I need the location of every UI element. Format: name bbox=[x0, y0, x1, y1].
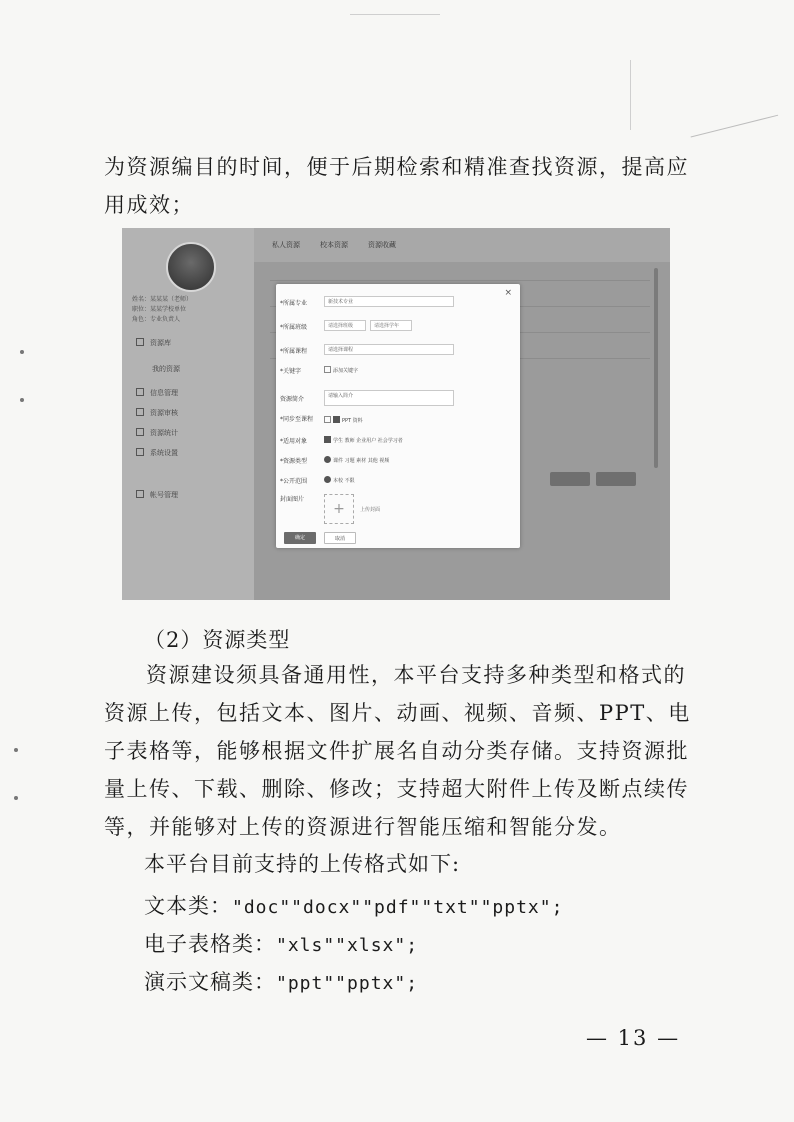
field-label-class: *所属班级 bbox=[280, 324, 308, 331]
sidebar-item-library[interactable] bbox=[136, 338, 171, 348]
formats-intro: 本平台目前支持的上传格式如下: bbox=[144, 852, 461, 876]
gear-icon bbox=[136, 448, 144, 456]
scan-dot bbox=[14, 748, 18, 752]
cancel-button[interactable]: 取消 bbox=[324, 532, 356, 544]
intro-paragraph: 为资源编目的时间，便于后期检索和精准查找资源，提高应用成效； bbox=[104, 155, 689, 217]
format-line-text bbox=[144, 890, 563, 920]
tab-favorites[interactable]: 资源收藏 bbox=[368, 241, 396, 249]
audience-options[interactable] bbox=[324, 436, 403, 444]
scrollbar[interactable] bbox=[654, 268, 658, 468]
radio-checked-icon bbox=[324, 476, 331, 483]
sidebar-item-settings[interactable] bbox=[136, 448, 178, 458]
year-select[interactable]: 请选择学年 bbox=[370, 320, 412, 331]
confirm-button[interactable]: 确定 bbox=[284, 532, 316, 544]
sidebar-item-label: 资源统计 bbox=[150, 429, 178, 437]
format-line-spreadsheet bbox=[144, 928, 418, 958]
field-label-audience: *适用对象 bbox=[280, 438, 308, 445]
checkbox-checked-icon bbox=[333, 416, 340, 423]
field-label-course: *所属课程 bbox=[280, 348, 308, 355]
background-button bbox=[596, 472, 636, 486]
sidebar-item-accounts[interactable] bbox=[136, 490, 178, 500]
add-keyword-label: 添加关键字 bbox=[333, 368, 359, 374]
type-options[interactable] bbox=[324, 456, 389, 464]
folder-icon bbox=[136, 338, 144, 346]
scan-corner-mark bbox=[684, 88, 778, 138]
avatar bbox=[166, 242, 216, 292]
menu-icon bbox=[136, 388, 144, 396]
checkbox-icon bbox=[324, 416, 331, 423]
field-label-type: *资源类型 bbox=[280, 458, 308, 465]
cover-upload-button[interactable]: + bbox=[324, 494, 354, 524]
screenshot-sidebar bbox=[122, 228, 254, 600]
scan-dot bbox=[20, 350, 24, 354]
user-info-position: 职位：某某学校单位 bbox=[132, 306, 187, 313]
sidebar-item-label: 帐号管理 bbox=[150, 491, 178, 499]
sidebar-item-my-resources[interactable] bbox=[152, 364, 180, 374]
field-label-cover: 封面图片 bbox=[280, 496, 305, 503]
field-label-scope: *公开范围 bbox=[280, 478, 308, 485]
resource-type-paragraph: 资源建设须具备通用性，本平台支持多种类型和格式的资源上传，包括文本、图片、动画、视频、音频、PPT、电子表格等，能够根据文件扩展名自动分类存储。支持资源批量上传、下载、删除、修改；支持超大附件上传及断点续传等，并能够对上传的资源进行智能压缩和智能分发。 bbox=[104, 663, 691, 839]
radio-checked-icon bbox=[324, 456, 331, 463]
sidebar-item-info[interactable] bbox=[136, 388, 178, 398]
major-input[interactable]: 新技术专业 bbox=[324, 296, 454, 307]
format-line-presentation bbox=[144, 966, 418, 996]
screenshot-tabbar bbox=[254, 228, 670, 262]
format-label: 演示文稿类： bbox=[144, 970, 276, 994]
format-label: 文本类： bbox=[144, 894, 232, 918]
class-select[interactable]: 请选择班级 bbox=[324, 320, 366, 331]
scope-options-label: 本校 不限 bbox=[333, 478, 355, 484]
format-value: "doc""docx""pdf""txt""pptx"; bbox=[232, 897, 564, 918]
sync-options[interactable] bbox=[324, 416, 363, 424]
user-info-role: 角色：专业负责人 bbox=[132, 316, 181, 323]
format-value: "xls""xlsx"; bbox=[276, 935, 419, 956]
checkbox-checked-icon bbox=[324, 436, 331, 443]
background-button bbox=[550, 472, 590, 486]
embedded-screenshot bbox=[122, 228, 670, 600]
sidebar-item-review[interactable] bbox=[136, 408, 178, 418]
field-label-summary: 资源简介 bbox=[280, 396, 305, 403]
upload-dialog bbox=[276, 284, 520, 548]
section-heading: （2）资源类型 bbox=[144, 628, 291, 652]
sidebar-item-label: 我的资源 bbox=[152, 365, 180, 373]
checkbox-icon bbox=[324, 366, 331, 373]
format-value: "ppt""pptx"; bbox=[276, 973, 419, 994]
field-label-major: *所属专业 bbox=[280, 300, 308, 307]
user-info-name: 姓名：某某某（老师） bbox=[132, 296, 193, 303]
menu-icon bbox=[136, 428, 144, 436]
course-input[interactable]: 请选择课程 bbox=[324, 344, 454, 355]
page-number: — 13 — bbox=[586, 1026, 681, 1050]
field-label-sync: *同步至课程 bbox=[280, 416, 314, 423]
field-label-keyword: *关键字 bbox=[280, 368, 302, 375]
add-keyword-button[interactable] bbox=[324, 366, 358, 374]
scope-options[interactable] bbox=[324, 476, 355, 484]
close-icon[interactable]: × bbox=[504, 288, 512, 298]
sidebar-item-label: 资源审核 bbox=[150, 409, 178, 417]
sidebar-item-label: 系统设置 bbox=[150, 449, 178, 457]
scan-artifact-top bbox=[350, 14, 440, 15]
summary-input[interactable]: 请输入简介 bbox=[324, 390, 454, 406]
scan-dot bbox=[14, 796, 18, 800]
audience-options-label: 学生 教师 企业用户 社会学习者 bbox=[333, 438, 403, 444]
type-options-label: 课件 习题 素材 其他 视频 bbox=[333, 458, 390, 464]
sidebar-item-label: 资源库 bbox=[150, 339, 171, 347]
scan-artifact-right bbox=[630, 60, 631, 130]
sync-options-label: PPT 资料 bbox=[342, 418, 363, 424]
tab-private[interactable]: 私人资源 bbox=[272, 241, 300, 249]
sidebar-item-stats[interactable] bbox=[136, 428, 178, 438]
format-label: 电子表格类： bbox=[144, 932, 276, 956]
sidebar-item-label: 信息管理 bbox=[150, 389, 178, 397]
user-icon bbox=[136, 490, 144, 498]
upload-note: 上传封面 bbox=[360, 507, 381, 513]
table-row bbox=[270, 280, 650, 281]
menu-icon bbox=[136, 408, 144, 416]
scan-dot bbox=[20, 398, 24, 402]
tab-school[interactable]: 校本资源 bbox=[320, 241, 348, 249]
